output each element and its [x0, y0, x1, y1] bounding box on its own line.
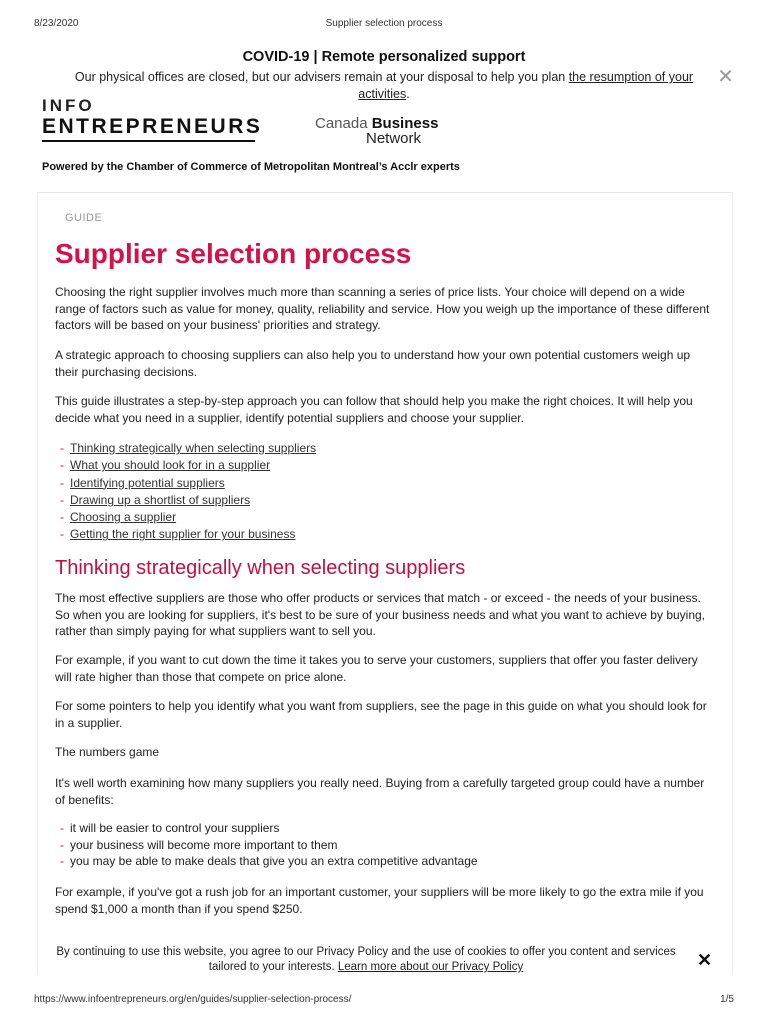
- toc-link-thinking-strategically[interactable]: Thinking strategically when selecting suppliers: [70, 441, 317, 455]
- intro-paragraph-3: This guide illustrates a step-by-step approach you can follow that should help you make the right choices. It will help you decide what you need in a supplier, identify potential suppliers and choose your supplier.: [55, 394, 693, 425]
- section-paragraph-5: For example, if you've got a rush job for an important customer, your suppliers will be more likely to go the extra mile if you spend $1,000 a month than if you spend $250.: [55, 885, 704, 916]
- cookie-close-icon[interactable]: ✕: [697, 950, 713, 970]
- covid-banner: [0, 49, 768, 103]
- list-item: - you may be able to make deals that give you an extra competitive advantage: [60, 853, 478, 870]
- intro-paragraph-2: A strategic approach to choosing suppliers can also help you to understand how your own potential customers weigh up their purchasing decisions.: [55, 348, 691, 379]
- canada-business-network-logo[interactable]: Canada Business Network: [315, 115, 439, 147]
- covid-banner-message: Our physical offices are closed, but our advisers remain at your disposal to help you plan the resumption of your activities.: [74, 70, 694, 101]
- toc-item: [60, 509, 316, 526]
- section-heading: Thinking strategically when selecting suppliers: [55, 557, 466, 579]
- intro-paragraph-1: Choosing the right supplier involves much more than scanning a series of price lists. Your choice will depend on a wide range of factors such as value for money, quality, reliability and service. How you weigh up the importance of these different factors will be based on your business' priorities and strategy.: [55, 285, 710, 332]
- toc-link-identifying-suppliers[interactable]: Identifying potential suppliers: [70, 475, 225, 490]
- print-url: https://www.infoentrepreneurs.org/en/guides/supplier-selection-process/: [34, 994, 352, 1005]
- toc-item: [60, 492, 316, 509]
- resumption-link[interactable]: the resumption of your activities: [358, 70, 694, 101]
- list-item: - your business will become more important to them: [60, 837, 478, 854]
- list-item: - it will be easier to control your suppliers: [60, 820, 478, 837]
- subheading-numbers-game: The numbers game: [55, 745, 160, 759]
- covid-banner-title: COVID-19 | Remote personalized support: [242, 49, 526, 65]
- print-date: 8/23/2020: [34, 18, 79, 29]
- privacy-policy-link[interactable]: Learn more about our Privacy Policy: [337, 961, 524, 973]
- print-title: Supplier selection process: [325, 18, 443, 29]
- logo-wordmark: ENTREPRENEURS: [42, 115, 263, 138]
- toc-item: [60, 526, 316, 543]
- logo-underline: [42, 140, 255, 142]
- page-title: Supplier selection process: [55, 238, 412, 269]
- section-paragraph-2: For example, if you want to cut down the time it takes you to serve your customers, suppliers that offer you faster delivery will rate higher than those that compete on price alone.: [55, 653, 698, 684]
- toc-link-right-supplier[interactable]: Getting the right supplier for your business: [70, 527, 296, 542]
- section-paragraph-1: The most effective suppliers are those who offer products or services that match - or exceed - the needs of your business. So when you are looking for suppliers, it's best to be sure of your business needs and what you want to achieve by buying, rather than simply paying for what suppliers want to sell you.: [55, 591, 706, 638]
- breadcrumb[interactable]: GUIDE: [65, 212, 103, 224]
- benefits-list: [60, 820, 478, 870]
- toc-link-what-to-look-for[interactable]: What you should look for in a supplier: [70, 458, 271, 473]
- cookie-banner: By continuing to use this website, you agree to our Privacy Policy and the use of cookies to offer you content and services tailored to your interests. Learn more about our Privacy Policy: [56, 946, 676, 973]
- toc-link-choosing[interactable]: Choosing a supplier: [70, 510, 177, 525]
- powered-by-text: Powered by the Chamber of Commerce of Metropolitan Montreal’s Acclr experts: [42, 161, 460, 173]
- toc-link-shortlist[interactable]: Drawing up a shortlist of suppliers: [70, 492, 251, 507]
- covid-close-icon[interactable]: ✕: [717, 66, 734, 88]
- toc-item: [60, 475, 316, 492]
- page-number: 1/5: [720, 994, 734, 1005]
- info-entrepreneurs-logo[interactable]: INFO ENTREPRENEURS: [42, 108, 262, 142]
- section-paragraph-3: For some pointers to help you identify what you want from suppliers, see the page in this guide on what you should look for in a supplier.: [55, 699, 707, 730]
- toc-item: [60, 457, 316, 474]
- guide-contents-list: [60, 440, 316, 544]
- section-paragraph-4: It's well worth examining how many suppliers you really need. Buying from a carefully targeted group could have a number of benefits:: [55, 776, 705, 807]
- toc-item: [60, 440, 316, 457]
